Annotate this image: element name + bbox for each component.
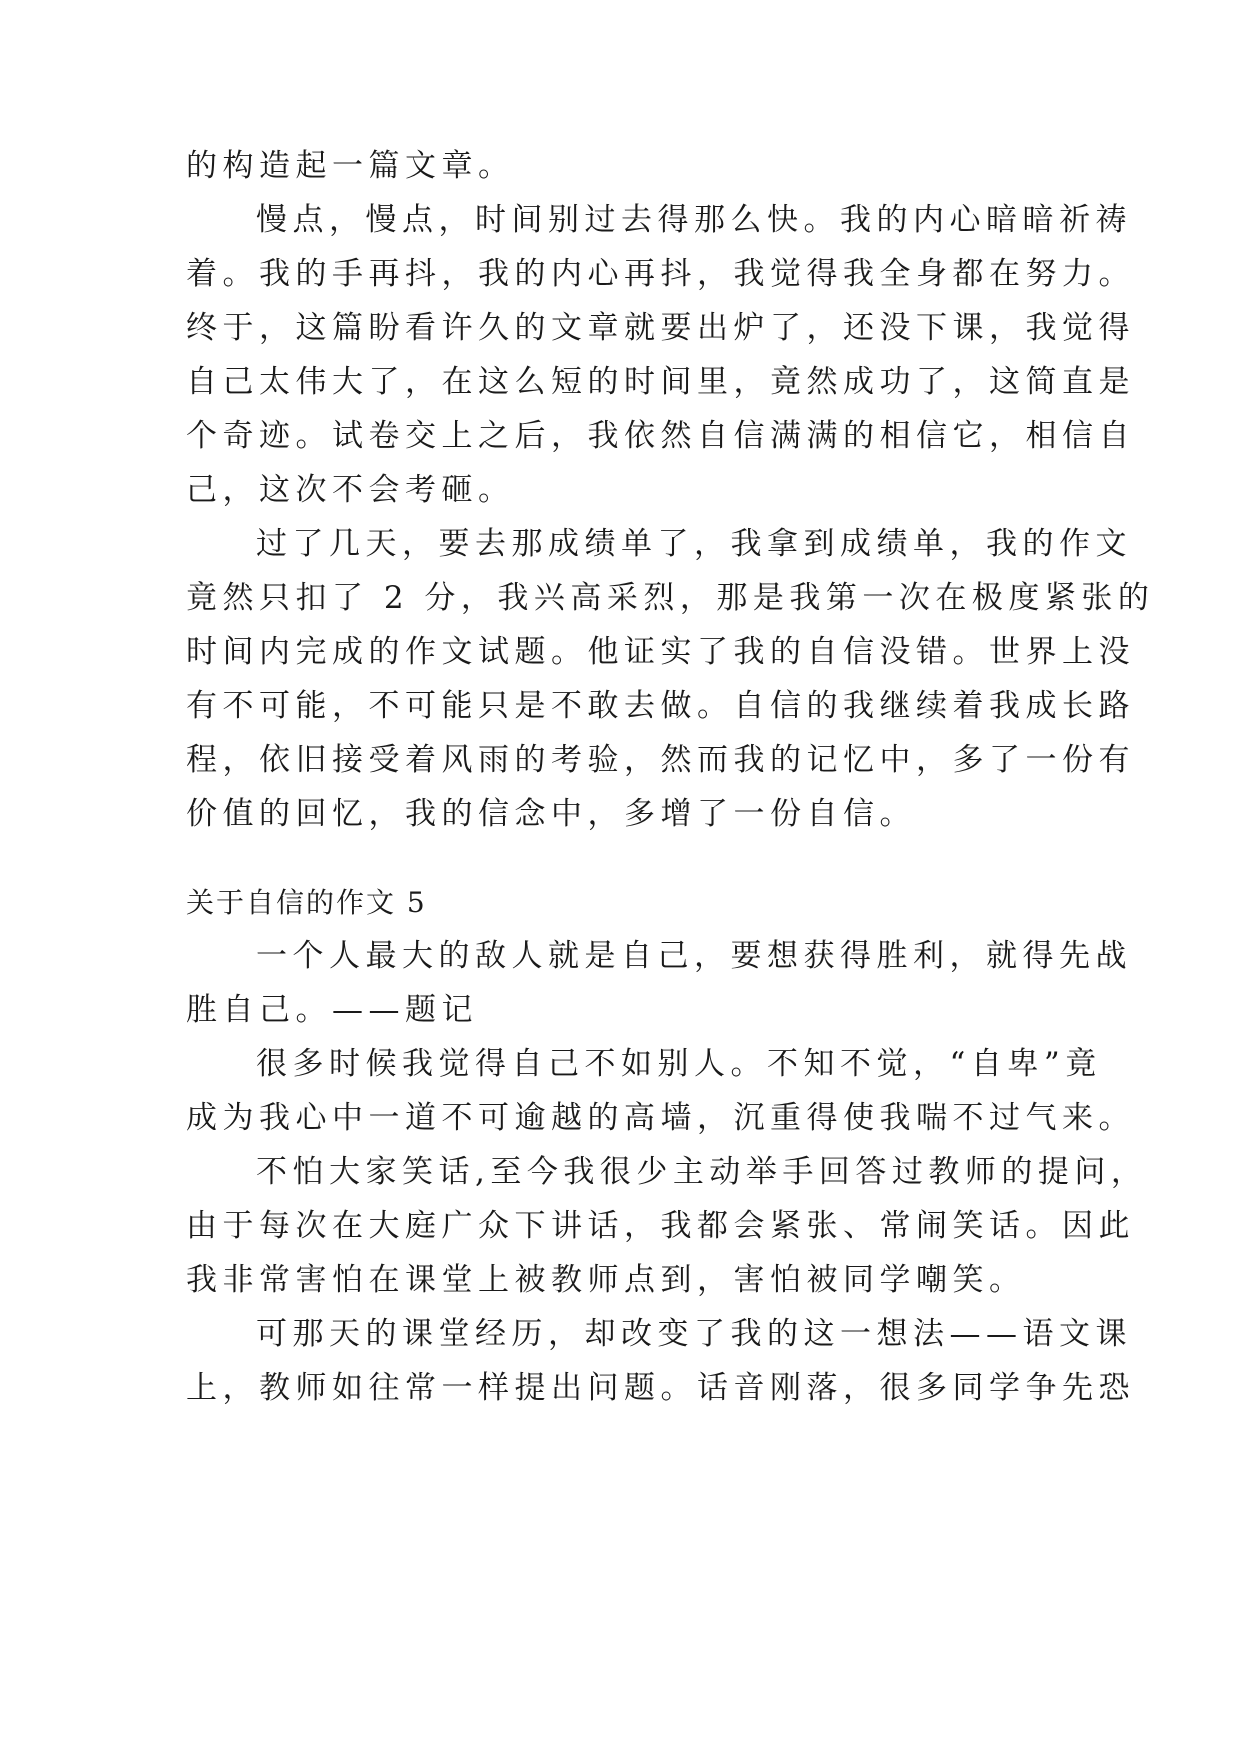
text-line: 终于，这篇盼看许久的文章就要出炉了，还没下课，我觉得 — [186, 310, 1135, 346]
paragraph-start-line: 慢点，慢点，时间别过去得那么快。我的内心暗暗祈祷 — [256, 202, 1132, 238]
text-line: 自己太伟大了，在这么短的时间里，竟然成功了，这简直是 — [186, 364, 1135, 400]
text-line: 由于每次在大庭广众下讲话，我都会紧张、常闹笑话。因此 — [186, 1208, 1135, 1244]
text-line: 胜自己。——题记 — [186, 992, 478, 1028]
text-line: 竟然只扣了 2 分，我兴高采烈，那是我第一次在极度紧张的 — [186, 580, 1155, 616]
text-line: 有不可能，不可能只是不敢去做。自信的我继续着我成长路 — [186, 688, 1135, 724]
text-line: 着。我的手再抖，我的内心再抖，我觉得我全身都在努力。 — [186, 256, 1135, 292]
text-line: 个奇迹。试卷交上之后，我依然自信满满的相信它，相信自 — [186, 418, 1135, 454]
text-line: 我非常害怕在课堂上被教师点到，害怕被同学嘲笑。 — [186, 1262, 1026, 1298]
text-line: 程，依旧接受着风雨的考验，然而我的记忆中，多了一份有 — [186, 742, 1135, 778]
paragraph-start-line: 可那天的课堂经历，却改变了我的这一想法——语文课 — [256, 1316, 1132, 1352]
paragraph-start-line: 很多时候我觉得自己不如别人。不知不觉，“自卑”竟 — [256, 1046, 1102, 1082]
paragraph-start-line: 过了几天，要去那成绩单了，我拿到成绩单，我的作文 — [256, 526, 1132, 562]
text-line: 己，这次不会考砸。 — [186, 472, 515, 508]
paragraph-start-line: 不怕大家笑话,至今我很少主动举手回答过教师的提问， — [256, 1154, 1148, 1190]
text-line: 上，教师如往常一样提出问题。话音刚落，很多同学争先恐 — [186, 1370, 1135, 1406]
text-line: 的构造起一篇文章。 — [186, 148, 515, 184]
paragraph-start-line: 一个人最大的敌人就是自己，要想获得胜利，就得先战 — [256, 938, 1132, 974]
text-line: 成为我心中一道不可逾越的高墙，沉重得使我喘不过气来。 — [186, 1100, 1135, 1136]
section-heading: 关于自信的作文 5 — [186, 886, 427, 919]
text-line: 时间内完成的作文试题。他证实了我的自信没错。世界上没 — [186, 634, 1135, 670]
text-line: 价值的回忆，我的信念中，多增了一份自信。 — [186, 796, 916, 832]
